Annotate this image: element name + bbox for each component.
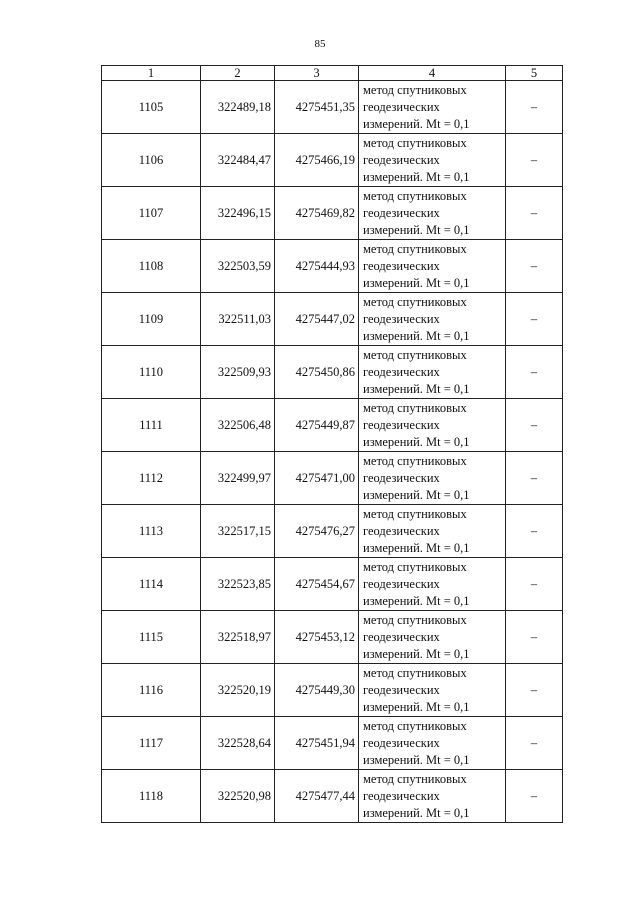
method-text-line: геодезических [363, 576, 440, 591]
method-text-line: геодезических [363, 629, 440, 644]
method-text-line: измерений. Mt = 0,1 [363, 805, 470, 820]
method-text-line: измерений. Mt = 0,1 [363, 699, 470, 714]
note-cell: – [506, 240, 563, 293]
method-text-line: метод спутниковых [363, 135, 467, 150]
method-text-line: метод спутниковых [363, 188, 467, 203]
y-coordinate-cell: 4275471,00 [275, 452, 359, 505]
method-text-line: измерений. Mt = 0,1 [363, 434, 470, 449]
y-coordinate-cell: 4275450,86 [275, 346, 359, 399]
table-row [102, 717, 563, 770]
note-cell: – [506, 664, 563, 717]
note-cell: – [506, 399, 563, 452]
table-header-row [102, 66, 563, 81]
point-number-cell: 1109 [102, 293, 201, 346]
x-coordinate-cell: 322484,47 [201, 134, 275, 187]
point-number-cell: 1107 [102, 187, 201, 240]
method-text-line: измерений. Mt = 0,1 [363, 752, 470, 767]
note-cell: – [506, 293, 563, 346]
table-row [102, 505, 563, 558]
point-number-cell: 1110 [102, 346, 201, 399]
y-coordinate-cell: 4275477,44 [275, 770, 359, 823]
table-row [102, 134, 563, 187]
page-number: 85 [314, 38, 326, 50]
method-cell [359, 240, 506, 293]
method-text-line: измерений. Mt = 0,1 [363, 328, 470, 343]
table-row [102, 611, 563, 664]
point-number-cell: 1114 [102, 558, 201, 611]
y-coordinate-cell: 4275453,12 [275, 611, 359, 664]
method-text-line: геодезических [363, 258, 440, 273]
x-coordinate-cell: 322523,85 [201, 558, 275, 611]
method-text-line: геодезических [363, 735, 440, 750]
method-text-line: геодезических [363, 682, 440, 697]
column-header-5: 5 [506, 66, 563, 81]
note-cell: – [506, 770, 563, 823]
method-text-line: измерений. Mt = 0,1 [363, 487, 470, 502]
table-row [102, 558, 563, 611]
table-row [102, 81, 563, 134]
method-text-line: измерений. Mt = 0,1 [363, 275, 470, 290]
method-cell [359, 346, 506, 399]
method-text-line: геодезических [363, 788, 440, 803]
x-coordinate-cell: 322518,97 [201, 611, 275, 664]
method-cell [359, 293, 506, 346]
x-coordinate-cell: 322528,64 [201, 717, 275, 770]
method-text-line: геодезических [363, 470, 440, 485]
method-cell [359, 81, 506, 134]
method-text-line: измерений. Mt = 0,1 [363, 646, 470, 661]
point-number-cell: 1116 [102, 664, 201, 717]
method-text-line: метод спутниковых [363, 241, 467, 256]
x-coordinate-cell: 322520,19 [201, 664, 275, 717]
point-number-cell: 1115 [102, 611, 201, 664]
point-number-cell: 1112 [102, 452, 201, 505]
method-cell [359, 717, 506, 770]
method-cell [359, 770, 506, 823]
method-text-line: геодезических [363, 99, 440, 114]
x-coordinate-cell: 322489,18 [201, 81, 275, 134]
point-number-cell: 1117 [102, 717, 201, 770]
method-text-line: метод спутниковых [363, 665, 467, 680]
method-text-line: метод спутниковых [363, 506, 467, 521]
table-row [102, 293, 563, 346]
method-cell [359, 505, 506, 558]
method-text-line: измерений. Mt = 0,1 [363, 222, 470, 237]
point-number-cell: 1105 [102, 81, 201, 134]
x-coordinate-cell: 322503,59 [201, 240, 275, 293]
note-cell: – [506, 717, 563, 770]
y-coordinate-cell: 4275476,27 [275, 505, 359, 558]
note-cell: – [506, 558, 563, 611]
method-text-line: метод спутниковых [363, 294, 467, 309]
column-header-2: 2 [201, 66, 275, 81]
method-text-line: геодезических [363, 311, 440, 326]
method-text-line: метод спутниковых [363, 347, 467, 362]
method-cell [359, 399, 506, 452]
method-text-line: измерений. Mt = 0,1 [363, 169, 470, 184]
method-text-line: измерений. Mt = 0,1 [363, 540, 470, 555]
table-row [102, 452, 563, 505]
method-text-line: метод спутниковых [363, 400, 467, 415]
point-number-cell: 1111 [102, 399, 201, 452]
method-text-line: геодезических [363, 152, 440, 167]
y-coordinate-cell: 4275454,67 [275, 558, 359, 611]
y-coordinate-cell: 4275469,82 [275, 187, 359, 240]
point-number-cell: 1106 [102, 134, 201, 187]
x-coordinate-cell: 322506,48 [201, 399, 275, 452]
x-coordinate-cell: 322509,93 [201, 346, 275, 399]
method-cell [359, 664, 506, 717]
method-text-line: геодезических [363, 364, 440, 379]
y-coordinate-cell: 4275447,02 [275, 293, 359, 346]
x-coordinate-cell: 322520,98 [201, 770, 275, 823]
note-cell: – [506, 187, 563, 240]
method-cell [359, 452, 506, 505]
method-text-line: метод спутниковых [363, 453, 467, 468]
method-text-line: метод спутниковых [363, 612, 467, 627]
method-text-line: метод спутниковых [363, 718, 467, 733]
note-cell: – [506, 134, 563, 187]
y-coordinate-cell: 4275449,87 [275, 399, 359, 452]
note-cell: – [506, 452, 563, 505]
column-header-1: 1 [102, 66, 201, 81]
method-cell [359, 558, 506, 611]
column-header-3: 3 [275, 66, 359, 81]
column-header-4: 4 [359, 66, 506, 81]
table-row [102, 399, 563, 452]
coordinates-table [101, 65, 563, 823]
method-cell [359, 134, 506, 187]
table-row [102, 240, 563, 293]
method-text-line: геодезических [363, 523, 440, 538]
note-cell: – [506, 81, 563, 134]
method-cell [359, 187, 506, 240]
y-coordinate-cell: 4275466,19 [275, 134, 359, 187]
x-coordinate-cell: 322511,03 [201, 293, 275, 346]
table-row [102, 770, 563, 823]
point-number-cell: 1108 [102, 240, 201, 293]
y-coordinate-cell: 4275451,35 [275, 81, 359, 134]
note-cell: – [506, 346, 563, 399]
method-text-line: измерений. Mt = 0,1 [363, 381, 470, 396]
note-cell: – [506, 505, 563, 558]
table-row [102, 187, 563, 240]
method-text-line: измерений. Mt = 0,1 [363, 593, 470, 608]
method-text-line: геодезических [363, 417, 440, 432]
method-text-line: метод спутниковых [363, 771, 467, 786]
method-text-line: измерений. Mt = 0,1 [363, 116, 470, 131]
y-coordinate-cell: 4275451,94 [275, 717, 359, 770]
note-cell: – [506, 611, 563, 664]
table-row [102, 664, 563, 717]
method-text-line: геодезических [363, 205, 440, 220]
point-number-cell: 1113 [102, 505, 201, 558]
table-row [102, 346, 563, 399]
point-number-cell: 1118 [102, 770, 201, 823]
method-text-line: метод спутниковых [363, 559, 467, 574]
method-cell [359, 611, 506, 664]
method-text-line: метод спутниковых [363, 82, 467, 97]
x-coordinate-cell: 322517,15 [201, 505, 275, 558]
table-body [102, 81, 563, 823]
y-coordinate-cell: 4275449,30 [275, 664, 359, 717]
x-coordinate-cell: 322496,15 [201, 187, 275, 240]
y-coordinate-cell: 4275444,93 [275, 240, 359, 293]
x-coordinate-cell: 322499,97 [201, 452, 275, 505]
